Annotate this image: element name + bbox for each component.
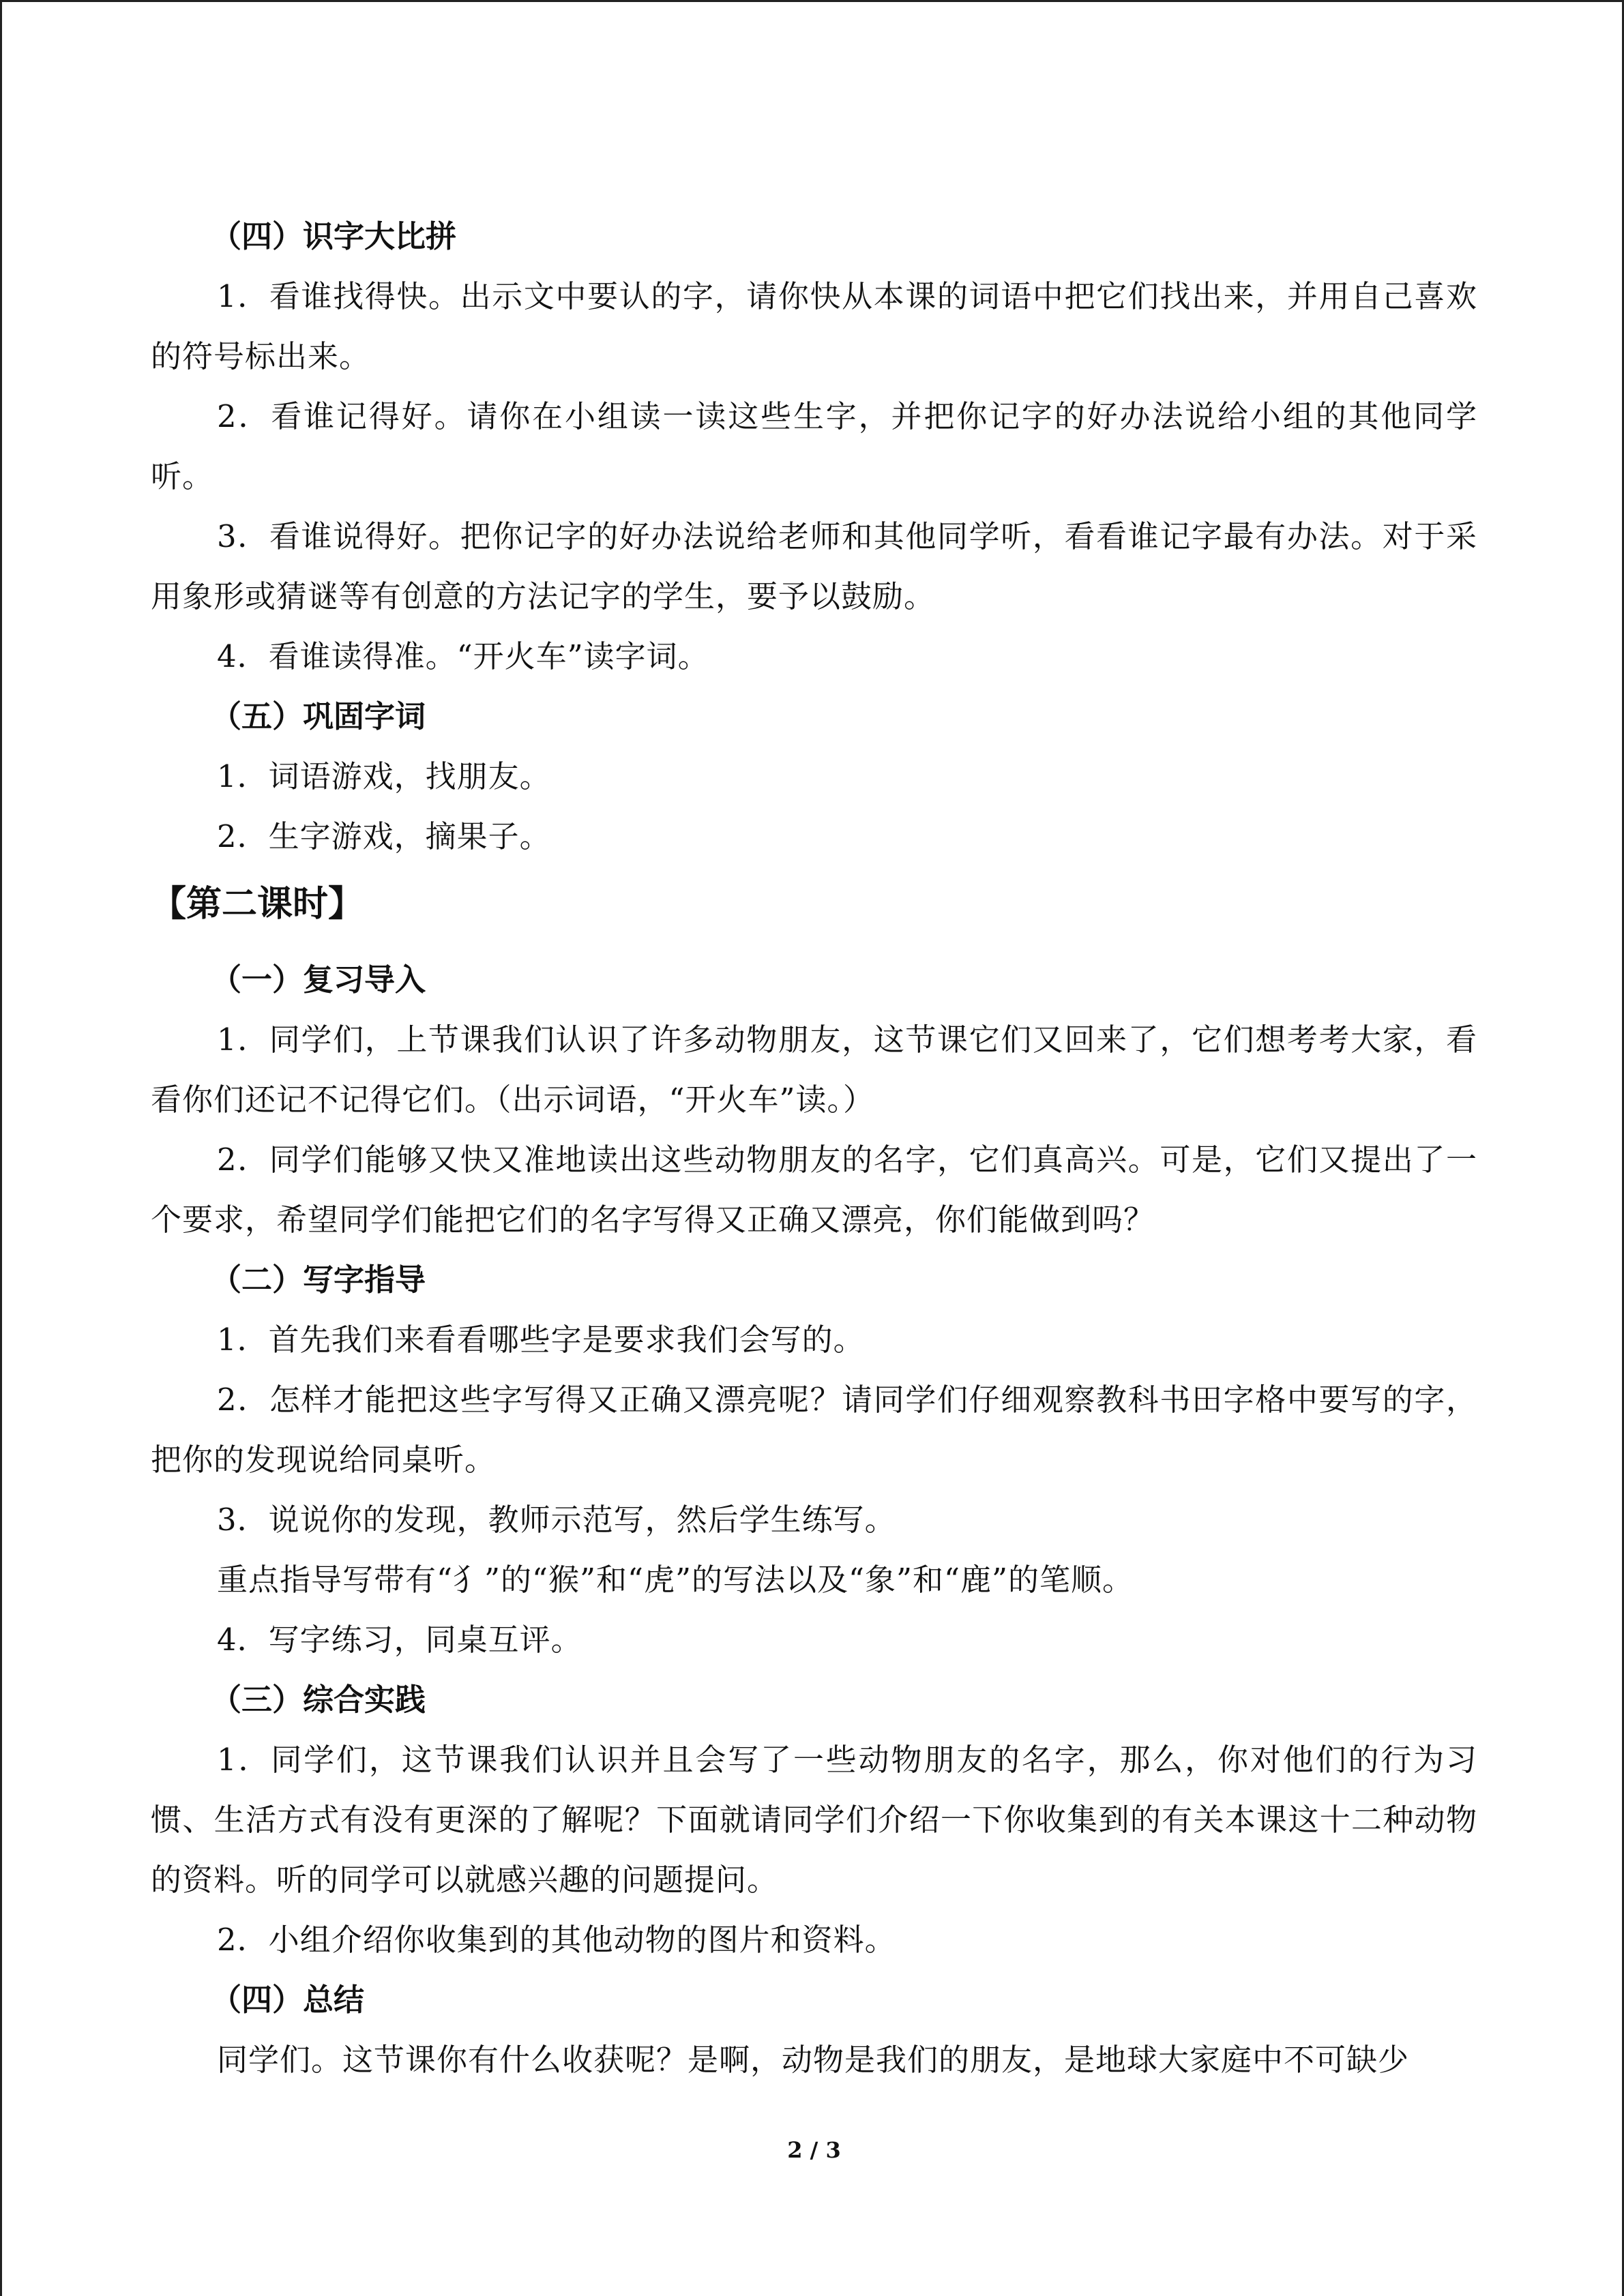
paragraph: 4．看谁读得准。“开火车”读字词。 bbox=[217, 638, 709, 674]
paragraph: 1．同学们，这节课我们认识并且会写了一些动物朋友的名字，那么，你对他们的行为习惯、生活方式有没有更深的了解呢？下面就请同学们介绍一下你收集到的有关本课这十二种动物的资料。听的同学可以就感兴趣的问题提问。 bbox=[151, 1742, 1477, 1898]
lesson-heading: 【第二课时】 bbox=[151, 884, 364, 925]
paragraph: 重点指导写带有“犭”的“猴”和“虎”的写法以及“象”和“鹿”的笔顺。 bbox=[217, 1562, 1134, 1598]
section-heading: （四）识字大比拼 bbox=[211, 218, 457, 254]
paragraph: 2．同学们能够又快又准地读出这些动物朋友的名字，它们真高兴。可是，它们又提出了一个要求，希望同学们能把它们的名字写得又正确又漂亮，你们能做到吗？ bbox=[151, 1142, 1477, 1238]
section-heading: （三）综合实践 bbox=[211, 1682, 426, 1718]
section-heading: （一）复习导入 bbox=[211, 961, 426, 998]
section-heading: （五）巩固字词 bbox=[211, 698, 426, 734]
paragraph: 1．看谁找得快。出示文中要认的字，请你快从本课的词语中把它们找出来，并用自己喜欢的符号标出来。 bbox=[151, 278, 1477, 374]
section-heading: （二）写字指导 bbox=[211, 1262, 426, 1298]
paragraph: 3．说说你的发现，教师示范写，然后学生练写。 bbox=[217, 1502, 896, 1538]
paragraph: 2．小组介绍你收集到的其他动物的图片和资料。 bbox=[217, 1922, 896, 1958]
page-number: 2 / 3 bbox=[787, 2137, 841, 2163]
section-heading: （四）总结 bbox=[211, 1982, 365, 2018]
paragraph: 2．生字游戏，摘果子。 bbox=[217, 818, 551, 854]
paragraph: 4．写字练习，同桌互评。 bbox=[217, 1622, 582, 1658]
paragraph: 2．怎样才能把这些字写得又正确又漂亮呢？请同学们仔细观察教科书田字格中要写的字，把你的发现说给同桌听。 bbox=[151, 1382, 1477, 1478]
paragraph: 3．看谁说得好。把你记字的好办法说给老师和其他同学听，看看谁记字最有办法。对于采用象形或猜谜等有创意的方法记字的学生，要予以鼓励。 bbox=[151, 518, 1477, 614]
paragraph: 同学们。这节课你有什么收获呢？是啊，动物是我们的朋友，是地球大家庭中不可缺少 bbox=[217, 2042, 1410, 2078]
paragraph: 1．首先我们来看看哪些字是要求我们会写的。 bbox=[217, 1322, 865, 1358]
paragraph: 1．同学们，上节课我们认识了许多动物朋友，这节课它们又回来了，它们想考考大家，看看你们还记不记得它们。（出示词语，“开火车”读。） bbox=[151, 1022, 1477, 1118]
page-content bbox=[151, 207, 1477, 2090]
paragraph: 2．看谁记得好。请你在小组读一读这些生字，并把你记字的好办法说给小组的其他同学听。 bbox=[151, 398, 1477, 494]
paragraph: 1．词语游戏，找朋友。 bbox=[217, 758, 551, 794]
